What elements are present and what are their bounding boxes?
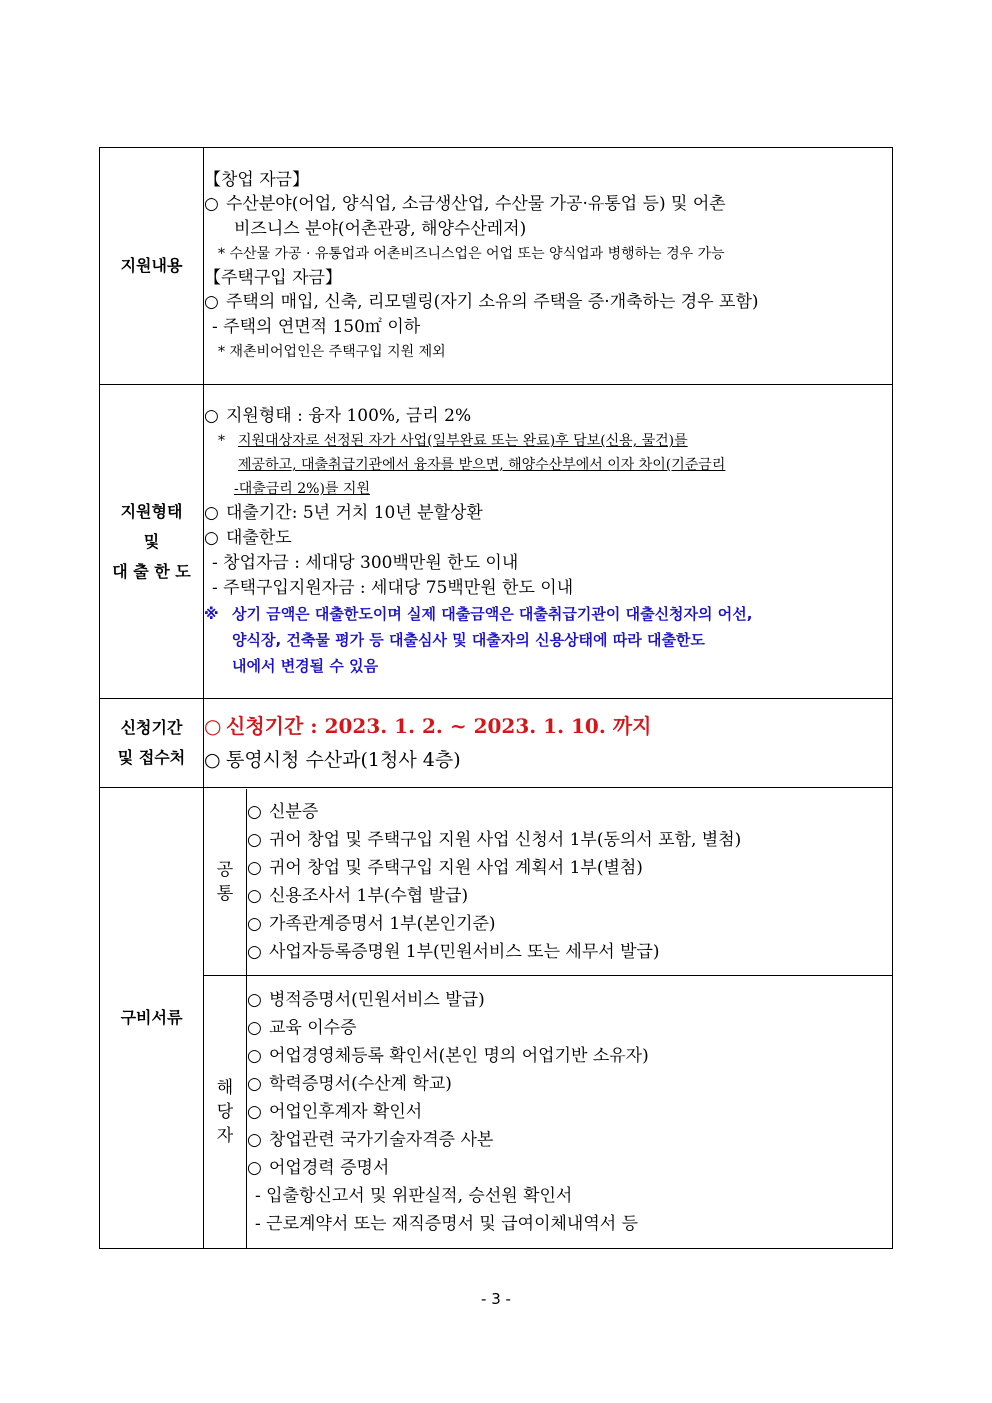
- startup-fund-title: 【창업 자금】: [204, 170, 310, 190]
- applicable-label: [204, 976, 247, 1248]
- applicable-item: 어업인후계자 확인서: [269, 1101, 423, 1122]
- circle-bullet-icon: ○: [247, 941, 262, 962]
- housing-fund-title: 【주택구입 자금】: [204, 268, 342, 288]
- application-period: 신청기간 : 2023. 1. 2. ~ 2023. 1. 10. 까지: [226, 714, 652, 738]
- circle-bullet-icon: ○: [204, 406, 219, 426]
- support-type-item: 지원형태 : 융자 100%, 금리 2%: [226, 406, 472, 426]
- loan-limit-item: 대출한도: [226, 528, 292, 548]
- circle-bullet-icon: ○: [247, 989, 262, 1010]
- circle-bullet-icon: ○: [204, 714, 222, 738]
- header-support-type: [100, 385, 204, 699]
- loan-warning: [204, 601, 892, 679]
- applicable-item: 학력증명서(수산계 학교): [269, 1073, 452, 1094]
- circle-bullet-icon: ○: [247, 1045, 262, 1066]
- circle-bullet-icon: ○: [247, 829, 262, 850]
- applicable-sub: - 근로계약서 또는 재직증명서 및 급여이체내역서 등: [255, 1213, 639, 1234]
- common-item: 귀어 창업 및 주택구입 지원 사업 신청서 1부(동의서 포함, 별첨): [269, 829, 742, 850]
- common-item: 귀어 창업 및 주택구입 지원 사업 계획서 1부(별첨): [269, 857, 643, 878]
- applicable-item: 병적증명서(민원서비스 발급): [269, 989, 485, 1010]
- header-support-type-line2: 및: [143, 531, 160, 551]
- documents-applicable-row: [204, 976, 892, 1248]
- circle-bullet-icon: ○: [247, 801, 262, 822]
- row-documents: [100, 788, 893, 1249]
- applicable-item: 교육 이수증: [269, 1017, 357, 1038]
- application-place: 통영시청 수산과(1청사 4층): [226, 749, 461, 771]
- documents-common-row: [204, 789, 892, 976]
- support-type-note-line1: 지원대상자로 선정된 자가 사업(일부완료 또는 완료)후 담보(신용, 물건)를: [238, 433, 688, 449]
- circle-bullet-icon: ○: [247, 1101, 262, 1122]
- housing-item: 주택의 매입, 신축, 리모델링(자기 소유의 주택을 증·개축하는 경우 포함): [226, 292, 759, 312]
- circle-bullet-icon: ○: [204, 292, 219, 312]
- support-content-cell: [204, 148, 893, 385]
- circle-bullet-icon: ○: [204, 749, 221, 771]
- warning-line3: 내에서 변경될 수 있음: [232, 657, 379, 675]
- circle-bullet-icon: ○: [204, 528, 219, 548]
- common-item: 사업자등록증명원 1부(민원서비스 또는 세무서 발급): [269, 941, 660, 962]
- common-item: 신용조사서 1부(수협 발급): [269, 885, 469, 906]
- header-support-content: 지원내용: [100, 148, 204, 385]
- applicable-sub: - 입출항신고서 및 위판실적, 승선원 확인서: [255, 1185, 573, 1206]
- circle-bullet-icon: ○: [204, 503, 219, 523]
- header-application-line2: 및 접수처: [117, 748, 186, 767]
- row-support-content: [100, 148, 893, 385]
- support-type-note-line2: 제공하고, 대출취급기관에서 융자를 받으면, 해양수산부에서 이자 차이(기준금리: [238, 457, 726, 473]
- common-items: [247, 789, 893, 976]
- common-label-char2: 통: [216, 883, 234, 904]
- circle-bullet-icon: ○: [204, 194, 219, 214]
- startup-item-line1: 수산분야(어업, 양식업, 소금생산업, 수산물 가공·유통업 등) 및 어촌: [226, 194, 726, 214]
- header-application-line1: 신청기간: [120, 718, 183, 737]
- documents-cell: [204, 788, 893, 1249]
- common-label-char1: 공: [216, 859, 234, 880]
- support-type-note-line3: -대출금리 2%)를 지원: [234, 481, 370, 497]
- row-support-type: [100, 385, 893, 699]
- loan-limit-sub2: - 주택구입지원자금 : 세대당 75백만원 한도 이내: [212, 578, 574, 598]
- applicable-item: 어업경영체등록 확인서(본인 명의 어업기반 소유자): [269, 1045, 649, 1066]
- applicable-item: 창업관련 국가기술자격증 사본: [269, 1129, 494, 1150]
- housing-note: * 재촌비어업인은 주택구입 지원 제외: [218, 344, 446, 360]
- applicable-label-char2: 당: [216, 1101, 234, 1122]
- common-item: 신분증: [269, 801, 319, 822]
- circle-bullet-icon: ○: [247, 1157, 262, 1178]
- common-item: 가족관계증명서 1부(본인기준): [269, 913, 496, 934]
- circle-bullet-icon: ○: [247, 885, 262, 906]
- applicable-item: 어업경력 증명서: [269, 1157, 390, 1178]
- header-documents: 구비서류: [100, 788, 204, 1249]
- common-label: [204, 789, 247, 976]
- applicable-label-char1: 해: [216, 1077, 234, 1098]
- warning-line1: 상기 금액은 대출한도이며 실제 대출금액은 대출취급기관이 대출신청자의 어선,: [232, 605, 753, 623]
- circle-bullet-icon: ○: [247, 1017, 262, 1038]
- startup-note: * 수산물 가공 · 유통업과 어촌비즈니스업은 어업 또는 양식업과 병행하는 경우 가능: [218, 246, 725, 262]
- circle-bullet-icon: ○: [247, 913, 262, 934]
- loan-limit-sub1: - 창업자금 : 세대당 300백만원 한도 이내: [212, 553, 519, 573]
- warning-line2: 양식장, 건축물 평가 등 대출심사 및 대출자의 신용상태에 따라 대출한도: [232, 631, 705, 649]
- support-type-cell: [204, 385, 893, 699]
- startup-item-line2: 비즈니스 분야(어촌관광, 해양수산레저): [234, 219, 527, 239]
- page-number: - 3 -: [481, 1290, 511, 1308]
- applicable-items: [247, 976, 893, 1248]
- support-type-note: * 지원대상자로 선정된 자가 사업(일부완료 또는 완료)후 담보(신용, 물건)를 제공하고, 대출취급기관에서 융자를 받으면, 해양수산부에서 이자 차이(기준금리 -대출금리 2%)를 지원: [204, 429, 892, 501]
- housing-sub: - 주택의 연면적 150㎡ 이하: [212, 317, 421, 337]
- reference-mark-icon: ※: [204, 605, 219, 623]
- documents-sub-table: [204, 789, 892, 1248]
- main-table: [99, 147, 893, 1249]
- header-application: [100, 699, 204, 788]
- circle-bullet-icon: ○: [247, 857, 262, 878]
- circle-bullet-icon: ○: [247, 1129, 262, 1150]
- application-cell: [204, 699, 893, 788]
- header-support-type-line1: 지원형태: [120, 501, 183, 521]
- circle-bullet-icon: ○: [247, 1073, 262, 1094]
- row-application: [100, 699, 893, 788]
- loan-period-item: 대출기간: 5년 거치 10년 분할상환: [226, 503, 483, 523]
- header-support-type-line3: 대 출 한 도: [112, 561, 191, 581]
- applicable-label-char3: 자: [216, 1125, 234, 1146]
